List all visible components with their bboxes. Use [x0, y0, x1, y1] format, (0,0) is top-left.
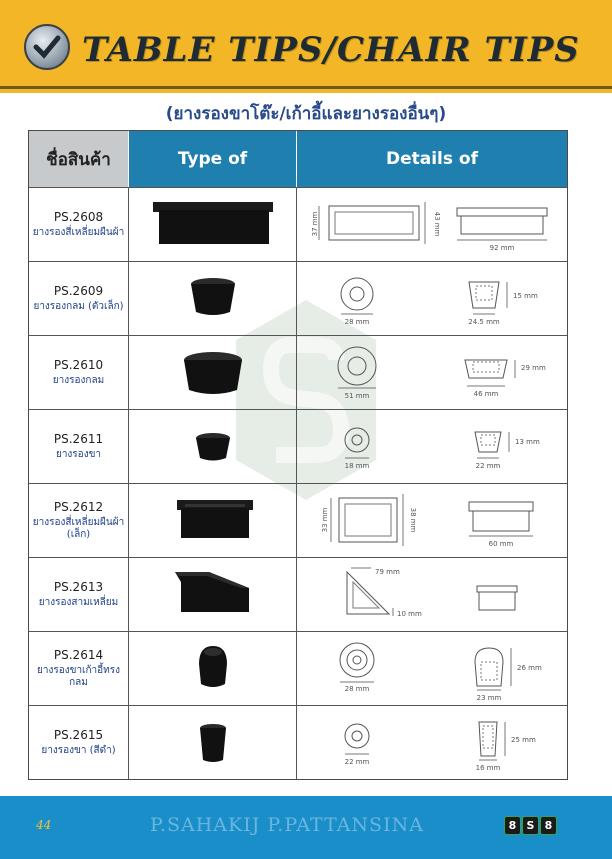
product-code: PS.2608	[53, 209, 104, 224]
product-photo-cell	[129, 188, 297, 261]
dimension-label: 24.5 mm	[468, 318, 500, 326]
company-logo-icon: S	[522, 816, 539, 835]
company-logo-icon: 8	[540, 816, 557, 835]
dimension-drawing	[297, 558, 567, 631]
product-name-cell	[29, 484, 129, 557]
dimension-drawing-cell	[297, 632, 567, 705]
checkmark-badge-icon	[24, 24, 70, 70]
small-round-tip-photo	[129, 262, 297, 335]
product-description: ยางรองขาเก้าอี้ทรงกลม	[36, 664, 120, 688]
product-description: ยางรองสี่เหลี่ยมผืนผ้า	[32, 226, 125, 238]
page-title: TABLE TIPS/CHAIR TIPS	[82, 30, 580, 70]
product-code: PS.2613	[53, 579, 104, 594]
dimension-drawing	[297, 632, 567, 705]
product-photo-cell	[129, 484, 297, 557]
product-code: PS.2614	[53, 647, 104, 662]
column-header-name: ชื่อสินค้า	[29, 131, 129, 187]
dimension-drawing	[297, 262, 567, 335]
company-logo-icon: 8	[504, 816, 521, 835]
dimension-label: 79 mm	[375, 568, 400, 576]
table-row	[29, 261, 567, 335]
column-header-type: Type of	[129, 131, 297, 187]
dimension-label: 92 mm	[489, 244, 515, 252]
dimension-label: 23 mm	[476, 694, 502, 702]
header-banner	[0, 0, 612, 93]
table-row	[29, 409, 567, 483]
product-code: PS.2612	[53, 499, 104, 514]
dimension-label: 10 mm	[397, 610, 422, 618]
product-name-cell	[29, 706, 129, 779]
round-tip-photo	[129, 336, 297, 409]
dimension-label: 25 mm	[511, 736, 536, 744]
product-code: PS.2611	[53, 431, 104, 446]
product-description: ยางรองขา (สีดำ)	[41, 744, 116, 756]
product-photo-cell	[129, 336, 297, 409]
product-code: PS.2615	[53, 727, 104, 742]
dimension-label: 38 mm	[409, 507, 417, 533]
dimension-drawing-cell	[297, 558, 567, 631]
triangular-tip-photo	[129, 558, 297, 631]
dimension-drawing	[297, 484, 567, 557]
table-row	[29, 631, 567, 705]
dimension-label: 37 mm	[311, 211, 319, 237]
column-header-details: Details of	[297, 131, 567, 187]
product-description: ยางรองกลม (ตัวเล็ก)	[33, 300, 124, 312]
product-description: ยางรองขา	[55, 448, 102, 460]
product-description: ยางรองสี่เหลี่ยมผืนผ้า (เล็ก)	[32, 516, 125, 540]
dimension-label: 43 mm	[433, 211, 441, 237]
footer-bar	[0, 796, 612, 859]
dimension-label: 18 mm	[344, 462, 370, 470]
dimension-label: 28 mm	[344, 685, 370, 693]
product-photo-cell	[129, 632, 297, 705]
dimension-label: 60 mm	[488, 540, 514, 548]
table-header	[29, 131, 567, 187]
dimension-drawing	[297, 188, 567, 261]
product-description: ยางรองกลม	[52, 374, 105, 386]
product-photo-cell	[129, 706, 297, 779]
dimension-drawing-cell	[297, 188, 567, 261]
table-row	[29, 705, 567, 779]
product-name-cell	[29, 632, 129, 705]
table-row	[29, 557, 567, 631]
product-name-cell	[29, 336, 129, 409]
dimension-drawing-cell	[297, 706, 567, 779]
product-name-cell	[29, 558, 129, 631]
product-table	[28, 130, 568, 780]
small-rectangular-tip-photo	[129, 484, 297, 557]
product-code: PS.2610	[53, 357, 104, 372]
dimension-label: 51 mm	[344, 392, 370, 400]
company-names: P.SAHAKIJ P.PATTANSINA	[150, 814, 424, 836]
page-number: 44	[36, 818, 52, 832]
dimension-drawing-cell	[297, 410, 567, 483]
product-photo-cell	[129, 262, 297, 335]
black-leg-tip-photo	[129, 706, 297, 779]
header-divider	[0, 86, 612, 89]
dimension-drawing	[297, 410, 567, 483]
dimension-label: 15 mm	[513, 292, 538, 300]
leg-tip-photo	[129, 410, 297, 483]
product-code: PS.2609	[53, 283, 104, 298]
dimension-label: 13 mm	[515, 438, 540, 446]
product-name-cell	[29, 188, 129, 261]
dimension-label: 46 mm	[473, 390, 499, 398]
page-subtitle: (ยางรองขาโต๊ะ/เก้าอี้และยางรองอื่นๆ)	[165, 104, 447, 124]
table-row	[29, 335, 567, 409]
dimension-drawing	[297, 336, 567, 409]
product-photo-cell	[129, 410, 297, 483]
dimension-drawing-cell	[297, 484, 567, 557]
dimension-drawing	[297, 706, 567, 779]
product-name-cell	[29, 410, 129, 483]
table-row	[29, 483, 567, 557]
dimension-label: 26 mm	[517, 664, 542, 672]
dimension-drawing-cell	[297, 262, 567, 335]
dimension-label: 22 mm	[344, 758, 370, 766]
dimension-label: 28 mm	[344, 318, 370, 326]
product-description: ยางรองสามเหลี่ยม	[38, 596, 119, 608]
chair-tip-photo	[129, 632, 297, 705]
product-name-cell	[29, 262, 129, 335]
table-row	[29, 187, 567, 261]
dimension-label: 33 mm	[321, 507, 329, 533]
dimension-label: 29 mm	[521, 364, 546, 372]
dimension-label: 22 mm	[475, 462, 501, 470]
dimension-label: 16 mm	[475, 764, 501, 772]
dimension-drawing-cell	[297, 336, 567, 409]
rectangular-tip-photo	[129, 188, 297, 261]
product-photo-cell	[129, 558, 297, 631]
